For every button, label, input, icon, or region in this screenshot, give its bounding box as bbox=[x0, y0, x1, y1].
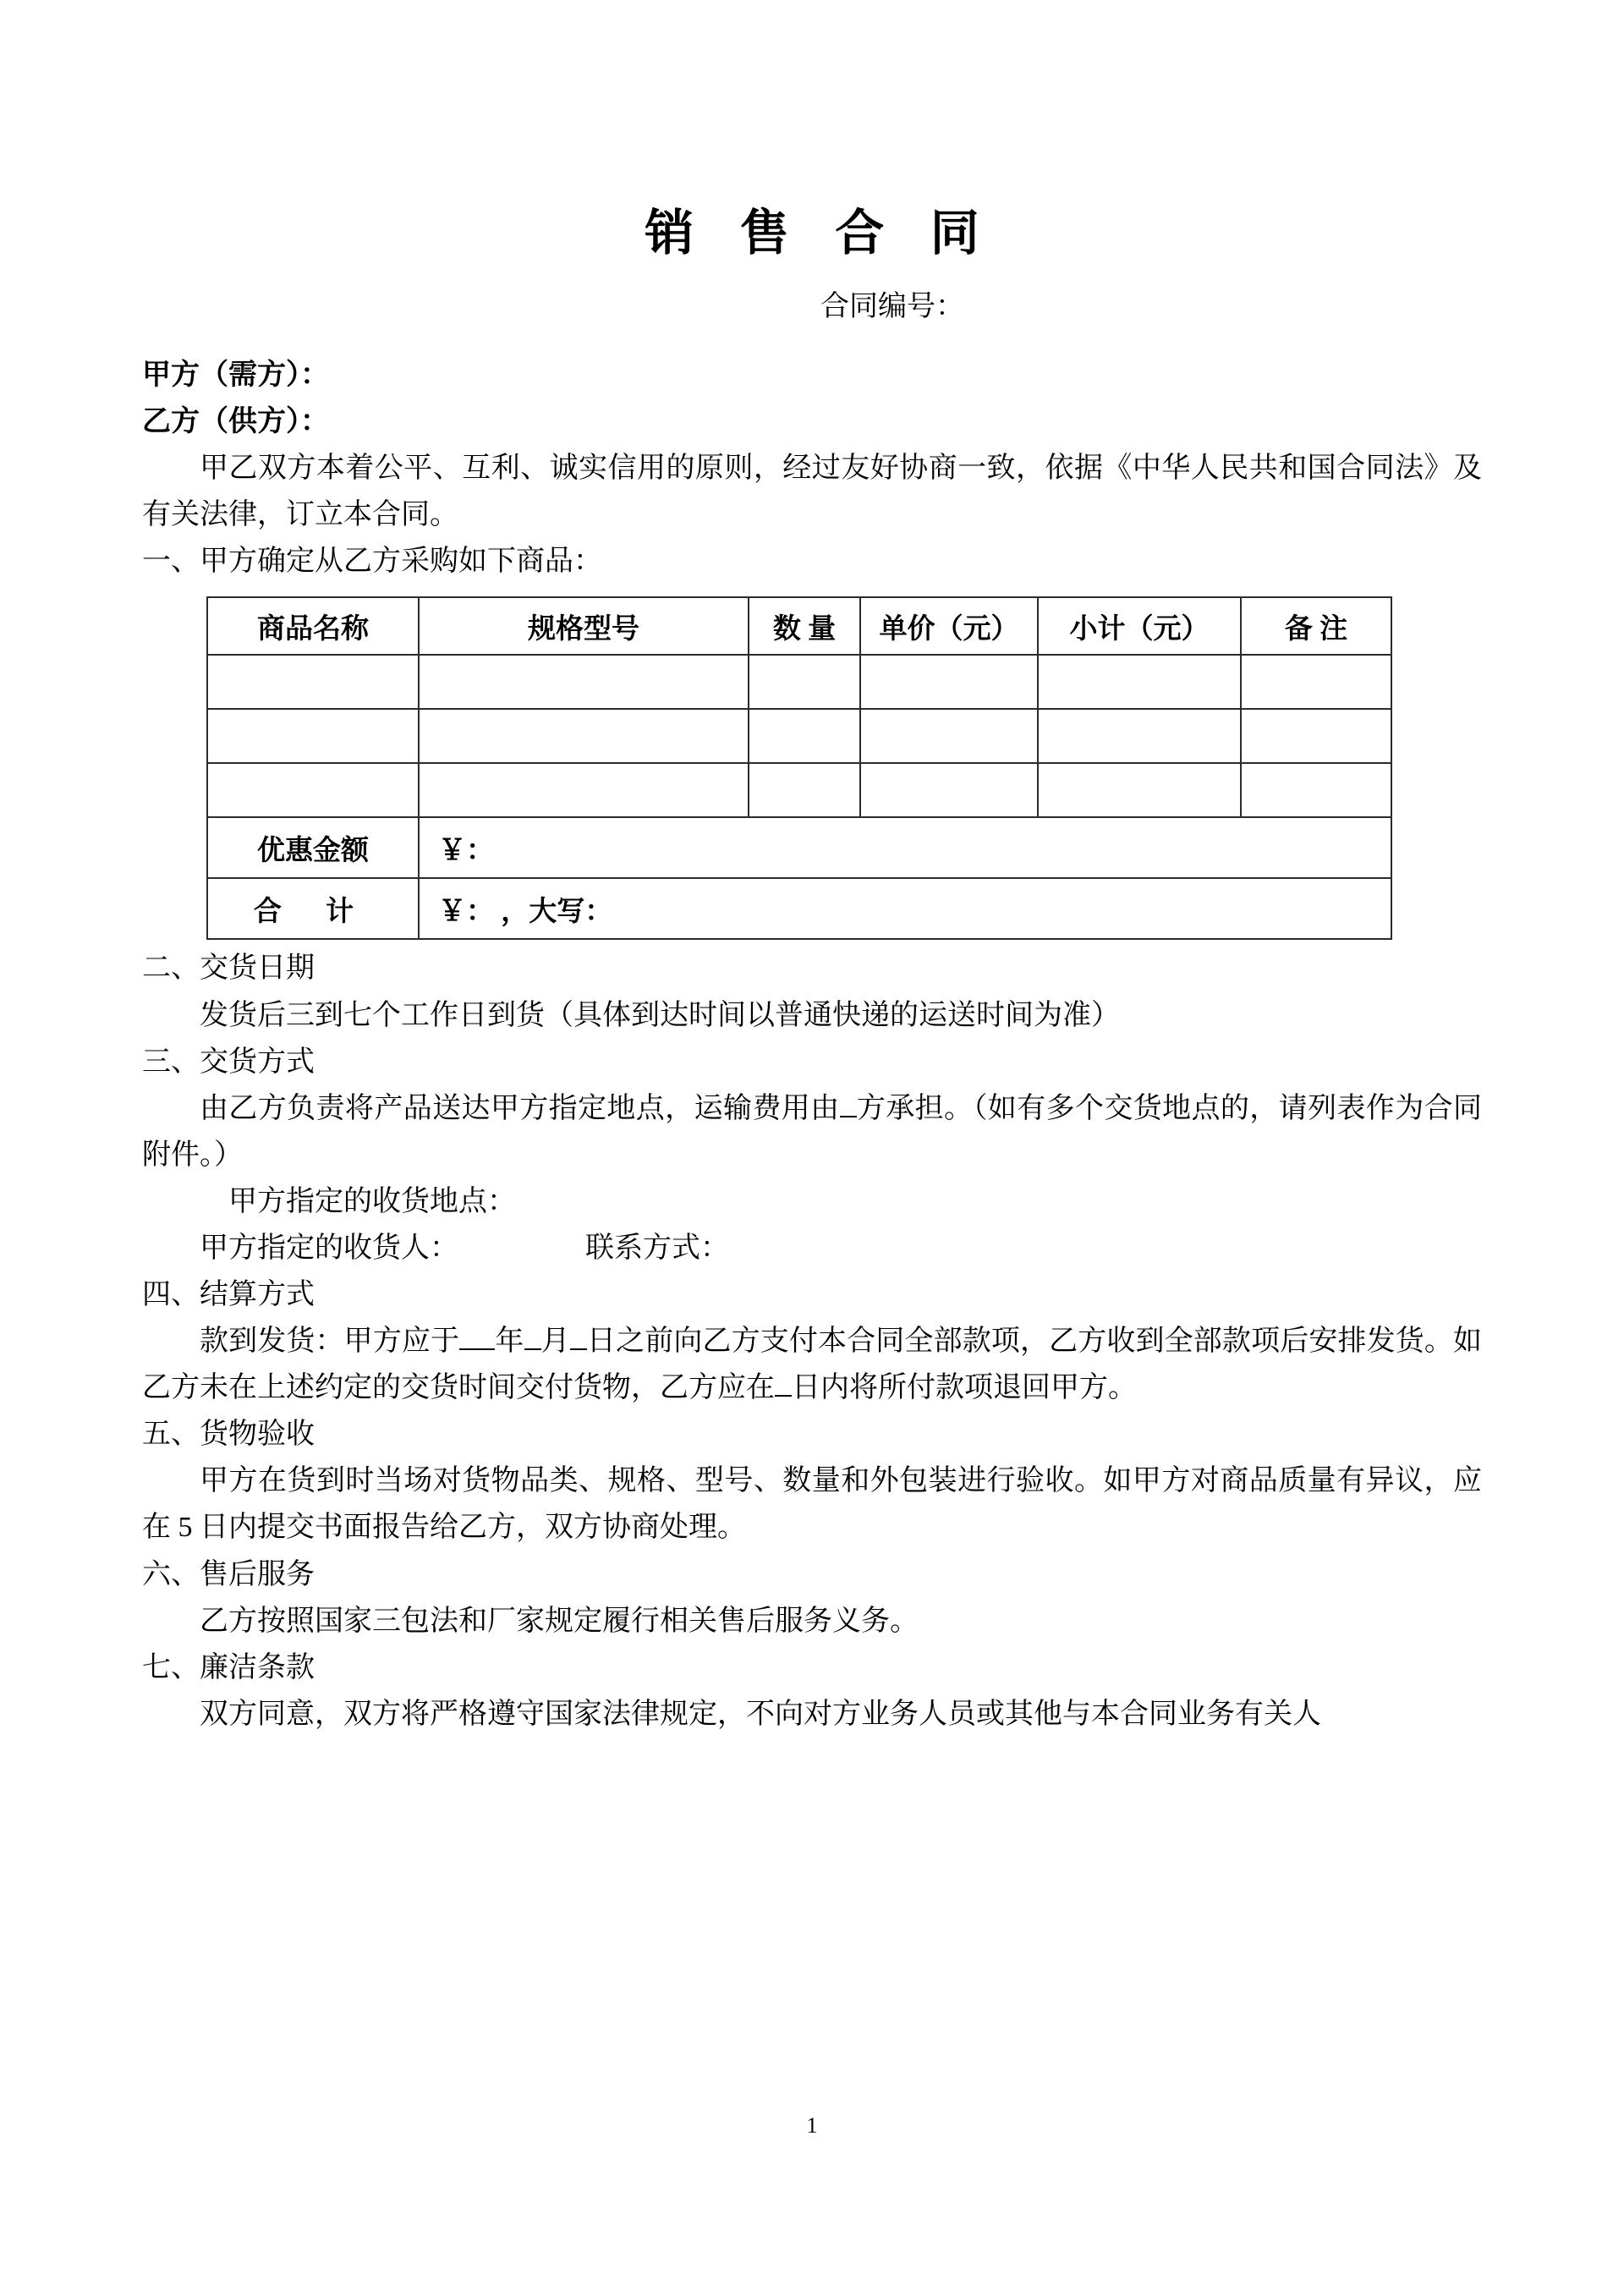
section-six-body: 乙方按照国家三包法和厂家规定履行相关售后服务义务。 bbox=[200, 1605, 919, 1637]
cell-product-name[interactable] bbox=[207, 655, 419, 709]
section-six-heading: 六、售后服务 bbox=[142, 1558, 315, 1590]
parties-block bbox=[142, 327, 1482, 445]
cell-product-name[interactable] bbox=[207, 709, 419, 763]
column-header-product-name: 商品名称 bbox=[207, 597, 419, 655]
month-blank[interactable] bbox=[524, 1348, 541, 1350]
day-blank[interactable] bbox=[570, 1348, 587, 1350]
section-four-body-e: 日内将所付款项退回甲方。 bbox=[792, 1372, 1137, 1404]
contract-number-label: 合同编号： bbox=[820, 290, 964, 322]
section-four-body-d: 日之前向乙方支付本合同全部款项，乙方收到全部款项后安排发货。如乙方未在上述约定的交货时间交付货物，乙方应在 bbox=[142, 1326, 1483, 1404]
goods-table bbox=[206, 596, 1392, 940]
section-four-body-c: 月 bbox=[540, 1326, 570, 1358]
preamble-paragraph: 甲乙双方本着公平、互利、诚实信用的原则，经过友好协商一致，依据《中华人民共和国合同法》及有关法律，订立本合同。 bbox=[142, 453, 1482, 531]
total-value[interactable]: ￥： ，大写： bbox=[419, 878, 1391, 939]
section-one-heading: 一、甲方确定从乙方采购如下商品： bbox=[142, 546, 602, 578]
cell-quantity[interactable] bbox=[749, 655, 860, 709]
section-two-body: 发货后三到七个工作日到货（具体到达时间以普通快递的运送时间为准） bbox=[200, 999, 1120, 1031]
seller-party-label: 乙方（供方）： bbox=[142, 406, 329, 438]
section-two-heading: 二、交货日期 bbox=[142, 953, 315, 985]
discount-value[interactable]: ￥： bbox=[419, 817, 1391, 878]
section-seven-body: 双方同意，双方将严格遵守国家法律规定，不向对方业务人员或其他与本合同业务有关人 bbox=[200, 1698, 1321, 1730]
page-title: 销 售 合 同 bbox=[645, 206, 996, 261]
section-four-body-a: 款到发货：甲方应于 bbox=[200, 1326, 460, 1358]
section-three-body-part2: 方承担。（如有多个交货地点的，请列表作为合同附件。） bbox=[142, 1092, 1482, 1171]
year-blank[interactable] bbox=[459, 1348, 495, 1350]
column-header-spec-model: 规格型号 bbox=[419, 597, 749, 655]
table-row[interactable] bbox=[207, 709, 1391, 763]
cell-unit-price[interactable] bbox=[860, 709, 1038, 763]
cell-spec-model[interactable] bbox=[419, 709, 749, 763]
contact-label: 联系方式： bbox=[585, 1232, 729, 1264]
section-seven-heading: 七、廉洁条款 bbox=[142, 1651, 315, 1683]
column-header-subtotal: 小计（元） bbox=[1038, 597, 1241, 655]
section-four-body-b: 年 bbox=[495, 1326, 524, 1358]
discount-label: 优惠金额 bbox=[207, 817, 419, 878]
page-content bbox=[142, 0, 1482, 1738]
table-row[interactable] bbox=[207, 655, 1391, 709]
section-five-body: 甲方在货到时当场对货物品类、规格、型号、数量和外包装进行验收。如甲方对商品质量有异议，应在 5 日内提交书面报告给乙方，双方协商处理。 bbox=[142, 1465, 1482, 1544]
cell-subtotal[interactable] bbox=[1038, 709, 1241, 763]
cell-spec-model[interactable] bbox=[419, 763, 749, 817]
column-header-remark: 备 注 bbox=[1241, 597, 1391, 655]
section-five-heading: 五、货物验收 bbox=[142, 1419, 315, 1451]
total-label: 合 计 bbox=[207, 878, 419, 939]
column-header-unit-price: 单价（元） bbox=[860, 597, 1038, 655]
cell-product-name[interactable] bbox=[207, 763, 419, 817]
column-header-quantity: 数 量 bbox=[749, 597, 860, 655]
cell-quantity[interactable] bbox=[749, 763, 860, 817]
buyer-party-label: 甲方（需方）： bbox=[142, 360, 329, 392]
cell-spec-model[interactable] bbox=[419, 655, 749, 709]
page-number: 1 bbox=[806, 2113, 818, 2138]
section-four-heading: 四、结算方式 bbox=[142, 1279, 315, 1311]
section-four-body bbox=[142, 1318, 1482, 1411]
total-row bbox=[207, 878, 1391, 939]
delivery-address-label: 甲方指定的收货地点： bbox=[228, 1185, 516, 1217]
section-three-body bbox=[142, 1085, 1482, 1178]
cell-subtotal[interactable] bbox=[1038, 763, 1241, 817]
goods-table-header-row bbox=[207, 597, 1391, 655]
cell-unit-price[interactable] bbox=[860, 763, 1038, 817]
cell-remark[interactable] bbox=[1241, 763, 1391, 817]
cell-subtotal[interactable] bbox=[1038, 655, 1241, 709]
cell-quantity[interactable] bbox=[749, 709, 860, 763]
discount-row bbox=[207, 817, 1391, 878]
table-row[interactable] bbox=[207, 763, 1391, 817]
cell-remark[interactable] bbox=[1241, 709, 1391, 763]
refund-days-blank[interactable] bbox=[775, 1395, 792, 1397]
cell-unit-price[interactable] bbox=[860, 655, 1038, 709]
consignee-line bbox=[142, 1225, 1482, 1271]
cell-remark[interactable] bbox=[1241, 655, 1391, 709]
section-three-body-part1: 由乙方负责将产品送达甲方指定地点，运输费用由 bbox=[200, 1092, 840, 1124]
consignee-label: 甲方指定的收货人： bbox=[200, 1232, 458, 1264]
section-three-heading: 三、交货方式 bbox=[142, 1046, 315, 1078]
transport-fee-payer-blank[interactable] bbox=[840, 1116, 857, 1117]
